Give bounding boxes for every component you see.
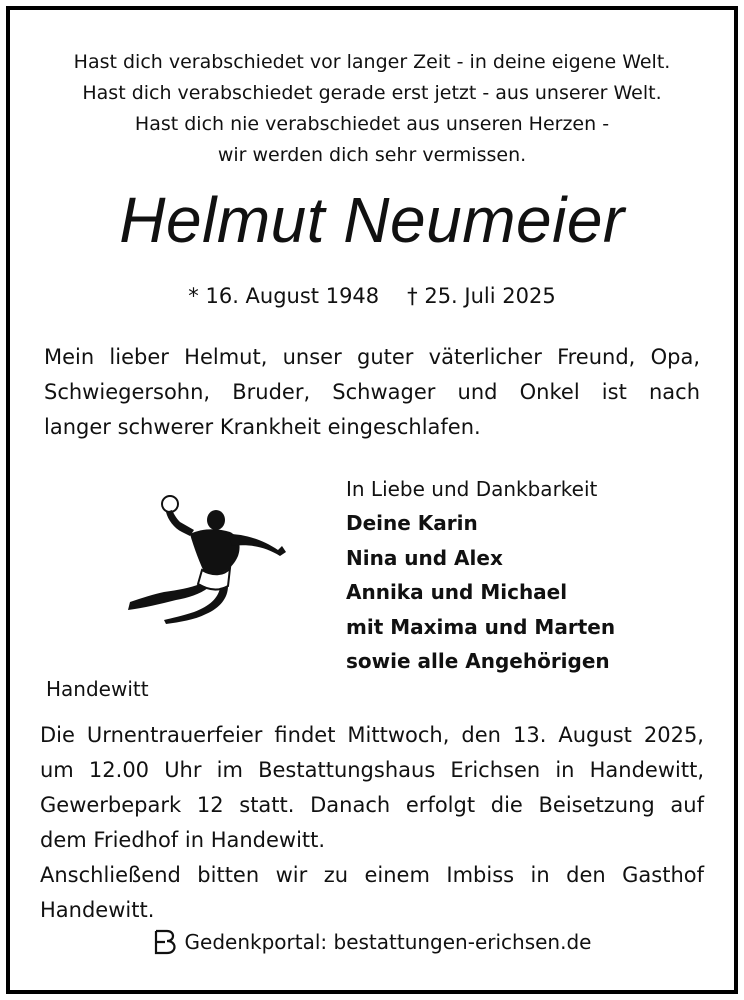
place: Handewitt xyxy=(46,677,149,701)
family-list xyxy=(346,506,726,679)
service-line: Handewitt. xyxy=(40,898,155,922)
deceased-name: Helmut Neumeier xyxy=(119,184,625,256)
family-member: Annika und Michael xyxy=(346,580,568,604)
signers-block xyxy=(346,472,726,679)
death-date: † 25. Juli 2025 xyxy=(407,284,556,308)
memorial-portal-link[interactable]: Gedenkportal: bestattungen-erichsen.de xyxy=(184,930,592,954)
service-line: dem Friedhof in Handewitt. xyxy=(40,828,326,852)
intro-line: Schwiegersohn, Bruder, Schwager und Onkel ist nach xyxy=(44,380,700,404)
greeting: In Liebe und Dankbarkeit xyxy=(346,477,598,501)
family-member: Nina und Alex xyxy=(346,545,503,570)
poem xyxy=(0,47,744,171)
service-text xyxy=(40,718,704,928)
poem-line: Hast dich verabschiedet vor langer Zeit - in deine eigene Welt. xyxy=(73,51,671,73)
handball-player-icon xyxy=(120,484,290,624)
intro-line: Mein lieber Helmut, unser guter väterlicher Freund, Opa, xyxy=(44,345,700,369)
service-line: Anschließend bitten wir zu einem Imbiss in den Gasthof xyxy=(40,863,704,887)
erichsen-logo-icon xyxy=(153,929,179,955)
birth-date: * 16. August 1948 xyxy=(188,284,380,308)
intro-line: langer schwerer Krankheit eingeschlafen. xyxy=(44,415,481,439)
service-line: Die Urnentrauerfeier findet Mittwoch, den 13. August 2025, xyxy=(40,723,704,747)
life-dates xyxy=(0,280,744,312)
poem-line: wir werden dich sehr vermissen. xyxy=(217,144,527,166)
poem-line: Hast dich verabschiedet gerade erst jetzt - aus unserer Welt. xyxy=(82,82,662,104)
family-member: sowie alle Angehörigen xyxy=(346,649,610,673)
family-member: Deine Karin xyxy=(346,511,478,535)
family-member: mit Maxima und Marten xyxy=(346,614,616,639)
poem-line: Hast dich nie verabschiedet aus unseren Herzen - xyxy=(134,113,610,135)
intro-text xyxy=(44,340,700,445)
service-line: um 12.00 Uhr im Bestattungshaus Erichsen in Handewitt, xyxy=(40,758,704,782)
service-line: Gewerbepark 12 statt. Danach erfolgt die Beisetzung auf xyxy=(40,793,704,817)
footer xyxy=(0,927,744,957)
